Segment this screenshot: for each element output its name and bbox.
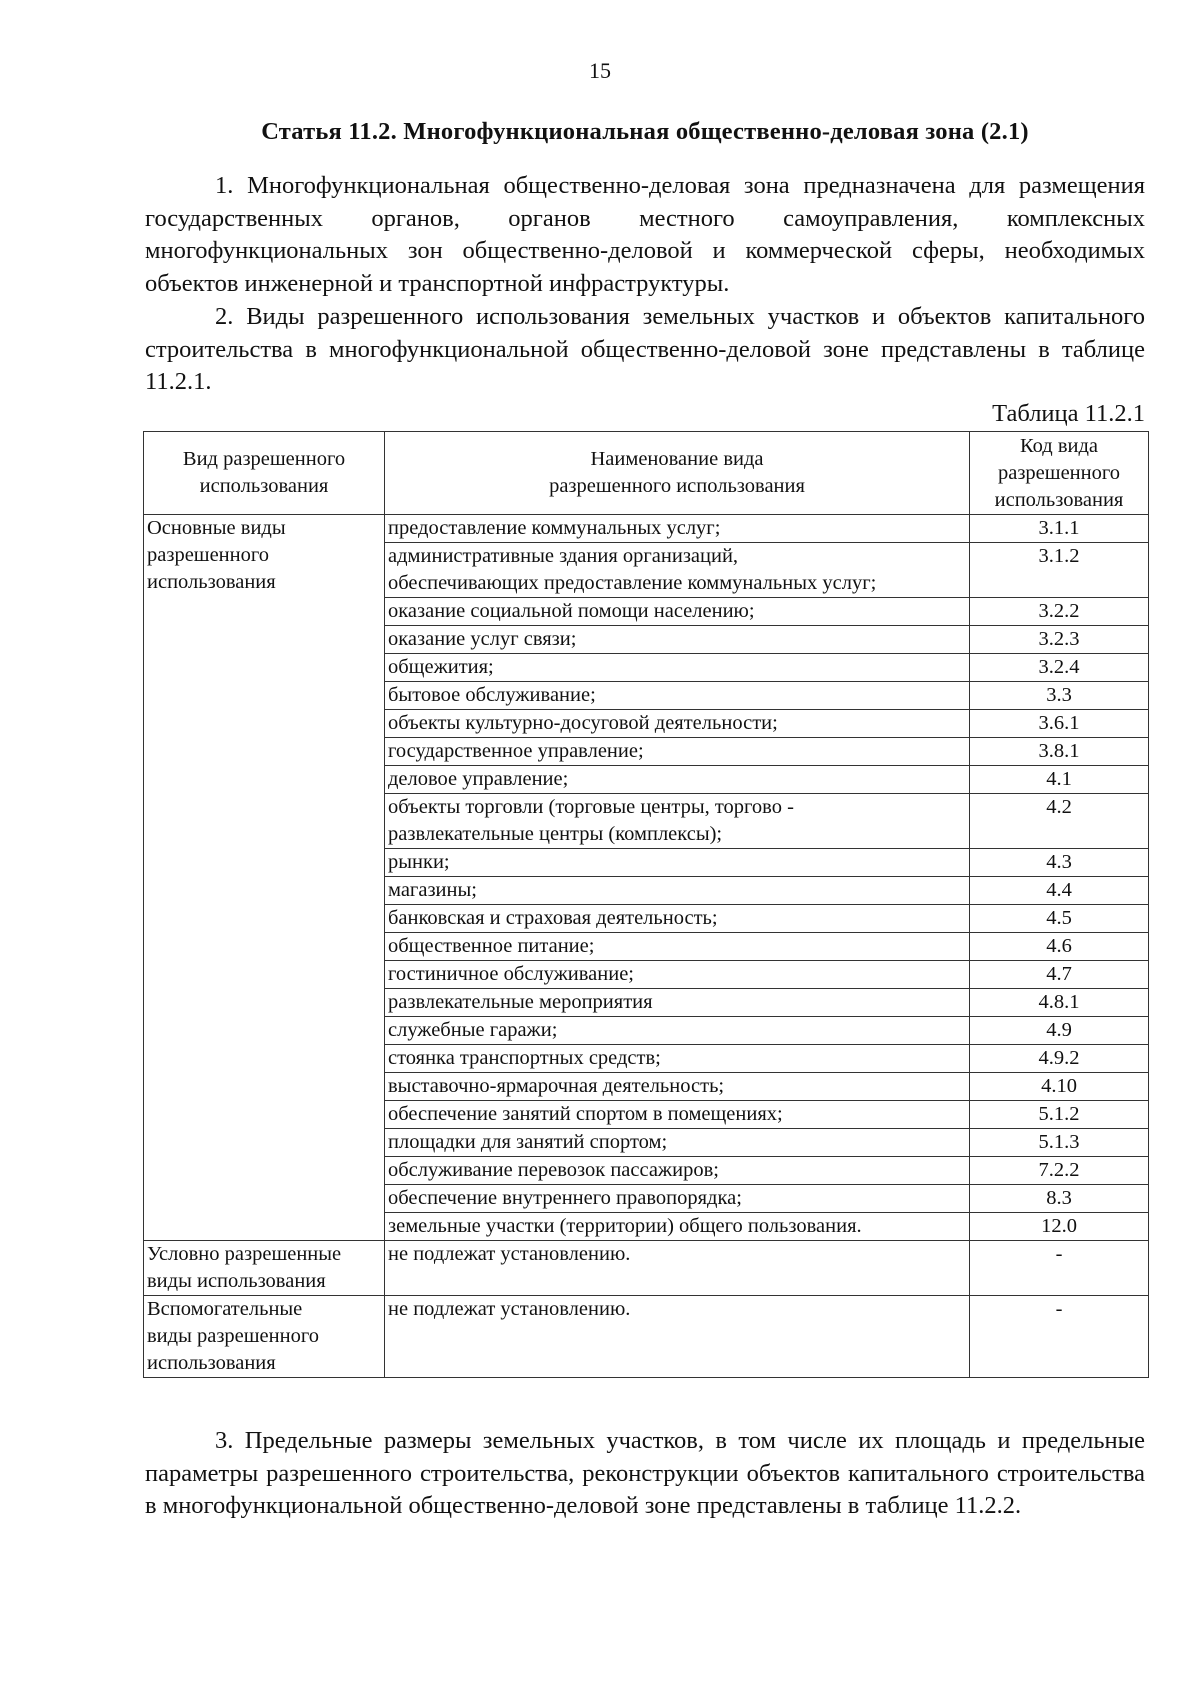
use-name-line: площадки для занятий спортом;: [388, 1131, 668, 1153]
use-code-cell: 3.1.1: [970, 515, 1149, 543]
use-name-cell: [385, 1185, 970, 1213]
use-category-line: Основные виды: [147, 517, 286, 539]
use-category-line: виды разрешенного: [147, 1325, 319, 1347]
use-name-cell: [385, 654, 970, 682]
use-code-cell: 3.3: [970, 682, 1149, 710]
use-code-cell: 3.2.4: [970, 654, 1149, 682]
use-code-cell: 4.9: [970, 1017, 1149, 1045]
use-category-line: Условно разрешенные: [147, 1243, 342, 1265]
use-category-cell: [144, 1296, 385, 1378]
paragraph-3: 3. Предельные размеры земельных участков, в том числе их площадь и предельные параметры разрешенного строительства, реконструкции объектов капитального строительства в многофункциональной общественно-деловой зоне представлены в таблице 11.2.2.: [145, 1427, 1145, 1520]
use-code-cell: 4.5: [970, 905, 1149, 933]
use-category-cell: [144, 515, 385, 1241]
header-use-code: Код вида разрешенного использования: [970, 432, 1149, 515]
use-code-cell: 12.0: [970, 1213, 1149, 1241]
use-category-line: использования: [147, 571, 276, 593]
use-name-cell: [385, 1241, 970, 1296]
use-name-cell: [385, 598, 970, 626]
use-name-line: обеспечение занятий спортом в помещениях;: [388, 1103, 783, 1125]
use-category-line: использования: [147, 1352, 276, 1374]
use-name-cell: [385, 1129, 970, 1157]
use-name-cell: [385, 1213, 970, 1241]
table-header-row: [144, 432, 1149, 515]
use-name-line: административные здания организаций,: [388, 545, 739, 567]
use-name-line: деловое управление;: [388, 768, 569, 790]
use-name-line: общежития;: [388, 656, 494, 678]
use-name-line: не подлежат установлению.: [388, 1298, 631, 1320]
use-code-cell: 8.3: [970, 1185, 1149, 1213]
use-name-line: бытовое обслуживание;: [388, 684, 596, 706]
use-name-cell: [385, 515, 970, 543]
table-row: [144, 515, 1149, 543]
use-code-cell: 4.9.2: [970, 1045, 1149, 1073]
use-category-line: Вспомогательные: [147, 1298, 303, 1320]
page-number: 15: [589, 58, 611, 83]
use-name-line: служебные гаражи;: [388, 1019, 558, 1041]
use-name-line: обеспечение внутреннего правопорядка;: [388, 1187, 742, 1209]
use-name-cell: [385, 877, 970, 905]
use-name-line: объекты культурно-досуговой деятельности;: [388, 712, 778, 734]
use-name-line: стоянка транспортных средств;: [388, 1047, 661, 1069]
article-heading: Статья 11.2. Многофункциональная общественно-деловая зона (2.1): [261, 118, 1029, 145]
use-name-line: оказание услуг связи;: [388, 628, 577, 650]
use-name-line: развлекательные мероприятия: [388, 991, 653, 1013]
use-code-cell: 4.3: [970, 849, 1149, 877]
use-category-line: разрешенного: [147, 544, 270, 566]
use-name-line: гостиничное обслуживание;: [388, 963, 634, 985]
use-name-line: государственное управление;: [388, 740, 644, 762]
use-name-line: обеспечивающих предоставление коммунальных услуг;: [388, 572, 877, 594]
use-name-line: земельные участки (территории) общего пользования.: [388, 1215, 862, 1237]
use-name-line: выставочно-ярмарочная деятельность;: [388, 1075, 725, 1097]
use-name-line: предоставление коммунальных услуг;: [388, 517, 721, 539]
use-code-cell: 4.1: [970, 766, 1149, 794]
use-name-cell: [385, 1296, 970, 1378]
use-code-cell: 4.6: [970, 933, 1149, 961]
use-name-cell: [385, 626, 970, 654]
use-name-line: банковская и страховая деятельность;: [388, 907, 718, 929]
header-use-name: Наименование вида разрешенного использования: [385, 432, 970, 515]
use-name-cell: [385, 682, 970, 710]
use-name-line: объекты торговли (торговые центры, торгово -: [388, 796, 794, 818]
use-name-line: обслуживание перевозок пассажиров;: [388, 1159, 719, 1181]
table-caption: Таблица 11.2.1: [992, 400, 1145, 427]
use-name-cell: [385, 1017, 970, 1045]
use-code-cell: 4.8.1: [970, 989, 1149, 1017]
use-name-cell: [385, 1101, 970, 1129]
use-code-cell: 4.4: [970, 877, 1149, 905]
use-code-cell: 3.1.2: [970, 543, 1149, 598]
use-code-cell: 3.2.2: [970, 598, 1149, 626]
use-name-line: рынки;: [388, 851, 450, 873]
use-code-cell: 3.8.1: [970, 738, 1149, 766]
paragraph-2: 2. Виды разрешенного использования земельных участков и объектов капитального строительства в многофункциональной общественно-деловой зоне представлены в таблице 11.2.1.: [145, 303, 1145, 396]
use-name-line: не подлежат установлению.: [388, 1243, 631, 1265]
use-code-cell: -: [970, 1296, 1149, 1378]
use-code-cell: 5.1.3: [970, 1129, 1149, 1157]
use-code-cell: 3.2.3: [970, 626, 1149, 654]
table-row: [144, 1296, 1149, 1378]
use-code-cell: -: [970, 1241, 1149, 1296]
use-name-cell: [385, 905, 970, 933]
paragraph-1: 1. Многофункциональная общественно-деловая зона предназначена для размещения государственных органов, органов местного самоуправления, комплексных многофункциональных зон общественно-деловой и коммерческой сферы, необходимых объектов инженерной и транспортной инфраструктуры.: [145, 172, 1145, 297]
use-name-cell: [385, 766, 970, 794]
use-name-cell: [385, 989, 970, 1017]
use-name-cell: [385, 849, 970, 877]
use-name-cell: [385, 961, 970, 989]
use-code-cell: 7.2.2: [970, 1157, 1149, 1185]
use-name-cell: [385, 933, 970, 961]
use-name-line: оказание социальной помощи населению;: [388, 600, 755, 622]
table-body: [144, 515, 1149, 1378]
use-name-cell: [385, 543, 970, 598]
use-code-cell: 4.7: [970, 961, 1149, 989]
use-name-line: общественное питание;: [388, 935, 595, 957]
use-name-cell: [385, 1073, 970, 1101]
use-name-line: развлекательные центры (комплексы);: [388, 823, 723, 845]
table-row: [144, 1241, 1149, 1296]
permitted-use-table: [143, 431, 1149, 1378]
use-name-line: магазины;: [388, 879, 477, 901]
use-code-cell: 3.6.1: [970, 710, 1149, 738]
use-name-cell: [385, 794, 970, 849]
use-name-cell: [385, 1157, 970, 1185]
use-name-cell: [385, 738, 970, 766]
use-category-cell: [144, 1241, 385, 1296]
header-use-type: Вид разрешенного использования: [144, 432, 385, 515]
use-code-cell: 5.1.2: [970, 1101, 1149, 1129]
use-code-cell: 4.2: [970, 794, 1149, 849]
use-name-cell: [385, 1045, 970, 1073]
use-name-cell: [385, 710, 970, 738]
use-category-line: виды использования: [147, 1270, 326, 1292]
use-code-cell: 4.10: [970, 1073, 1149, 1101]
